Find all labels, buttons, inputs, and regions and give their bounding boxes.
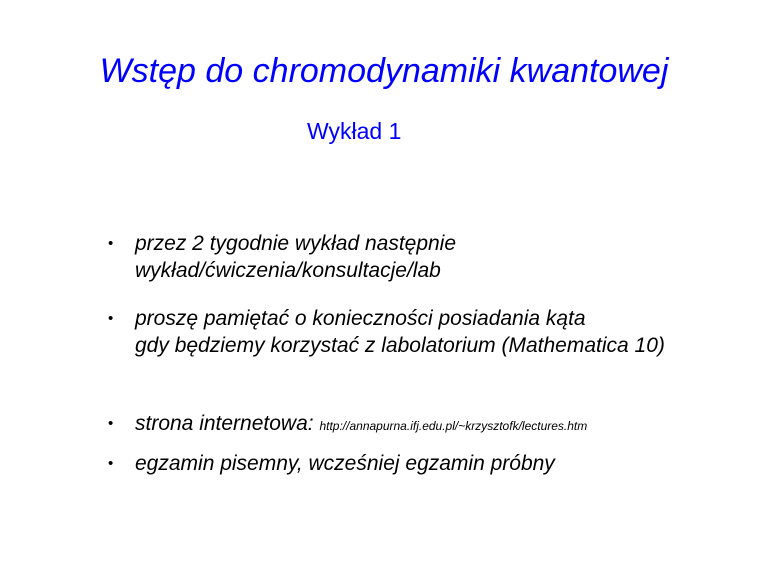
slide-subtitle: Wykład 1 [307,118,402,144]
bullet-line: gdy będziemy korzystać z labolatorium (Mathematica 10) [135,334,665,357]
bullet-line: egzamin pisemny, wcześniej egzamin próbny [135,452,555,475]
website-link[interactable]: http://annapurna.ifj.edu.pl/~krzysztofk/lectures.htm [319,419,588,433]
bullet-line: wykład/ćwiczenia/konsultacje/lab [135,259,441,282]
bullet-item-mathematica [108,305,665,359]
bullet-icon: • [108,235,114,252]
bullet-icon: • [108,415,114,432]
bullet-item-website [108,410,587,440]
website-label: strona internetowa: [135,412,314,435]
bullet-icon: • [108,455,114,472]
bullet-line: przez 2 tygodnie wykład następnie [135,232,457,255]
bullet-icon: • [108,310,114,327]
bullet-item-exam [108,450,555,477]
slide-title: Wstęp do chromodynamiki kwantowej [99,52,669,90]
bullet-item-schedule [108,230,456,284]
bullet-line: proszę pamiętać o konieczności posiadania kąta [135,307,586,330]
